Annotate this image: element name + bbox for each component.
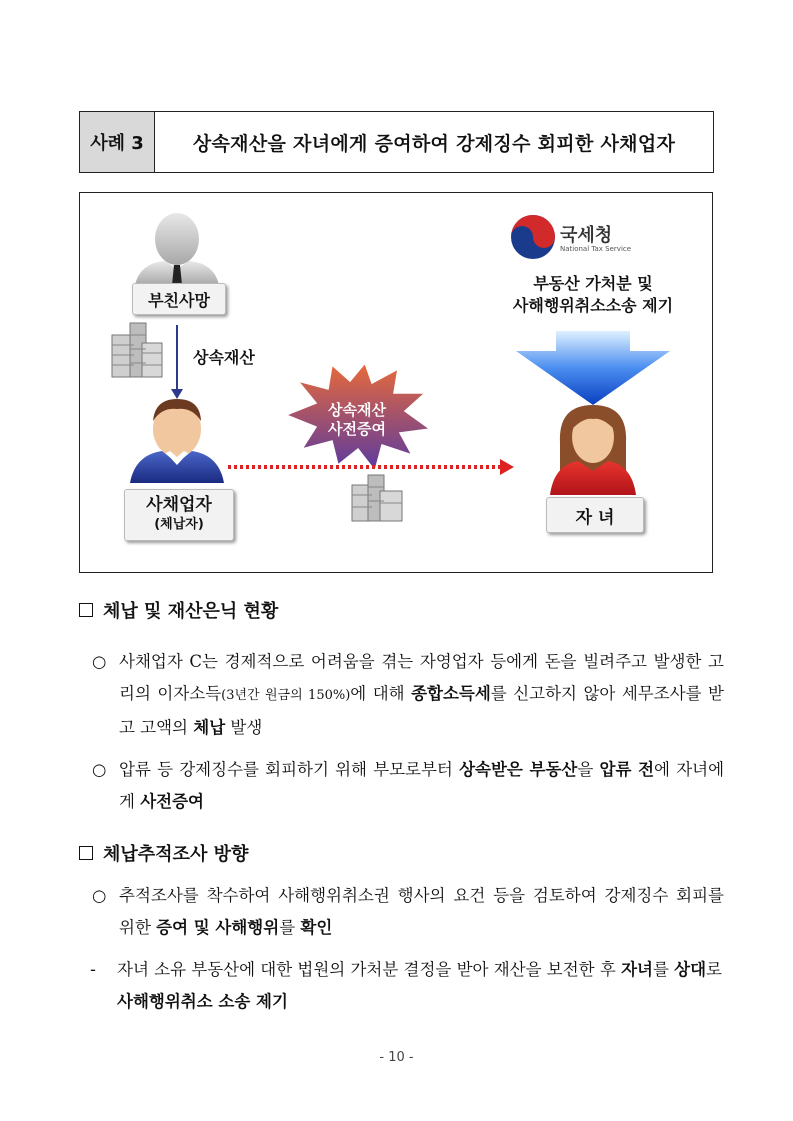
father-figure <box>135 213 219 289</box>
section-2-title: 체납추적조사 방향 <box>103 844 249 865</box>
section-2-item-1 <box>92 880 724 944</box>
text-run: 에 자녀에게 <box>119 760 725 811</box>
text-run: 를 신고하지 않아 세무조사를 받고 고액의 <box>119 684 724 737</box>
nts-name: 국세청 <box>560 225 613 246</box>
bold-run: 상대 <box>674 960 707 979</box>
father-label: 부친사망 <box>132 283 226 315</box>
bold-run: 자녀 <box>621 960 653 979</box>
text-run: 발생 <box>225 718 263 737</box>
inherit-label: 상속재산 <box>193 348 255 367</box>
item-text <box>119 880 724 944</box>
text-run-small: (3년간 원금의 150%) <box>221 688 351 703</box>
section-1-item-2 <box>92 754 724 818</box>
text-run: 을 <box>577 760 600 779</box>
nts-english: National Tax Service <box>560 245 632 253</box>
circle-bullet-icon: ○ <box>92 652 107 671</box>
child-figure <box>550 405 636 495</box>
case-label: 사례 3 <box>80 112 155 172</box>
circle-bullet-icon: ○ <box>92 760 107 779</box>
burst-line-2: 사전증여 <box>328 420 386 438</box>
burst-line-1: 상속재산 <box>328 401 386 419</box>
lender-figure <box>130 399 224 483</box>
section-heading-1 <box>79 597 278 623</box>
lender-label: 사채업자 <box>146 495 212 515</box>
nts-action-line-1: 부동산 가처분 및 <box>533 274 653 293</box>
child-label: 자 녀 <box>546 497 644 533</box>
building-icon <box>112 323 162 377</box>
lender-sublabel: (체납자) <box>154 517 204 532</box>
burst-text <box>312 401 402 439</box>
bold-run: 사전증여 <box>140 792 204 811</box>
nts-action <box>488 273 698 317</box>
dash-bullet-icon: - <box>90 960 96 979</box>
big-down-arrow-icon <box>516 331 670 405</box>
nts-action-line-2: 사해행위취소소송 제기 <box>512 296 674 315</box>
bold-run: 체납 <box>193 718 226 737</box>
checkbox-square-icon <box>79 603 93 617</box>
section-2-item-2 <box>90 954 722 1018</box>
down-arrow-icon <box>171 325 183 399</box>
item-text <box>117 954 722 1018</box>
bold-run: 압류 전 <box>599 760 655 779</box>
page-number: - 10 - <box>379 1050 414 1065</box>
text-run: 로 <box>706 960 722 979</box>
bold-run: 사해행위취소 소송 제기 <box>117 992 288 1011</box>
text-run: 추적조사를 착수하여 사해행위취소권 행사의 요건 등을 검토하여 강제징수 회피를 위한 <box>119 886 724 937</box>
section-1-item-1 <box>92 646 724 744</box>
checkbox-square-icon <box>79 846 93 860</box>
circle-bullet-icon: ○ <box>92 886 107 905</box>
case-diagram <box>79 192 713 573</box>
bold-run: 확인 <box>300 918 333 937</box>
lender-label-box <box>124 489 234 541</box>
text-run: 압류 등 강제징수를 회피하기 위해 부모로부터 <box>119 760 460 779</box>
text-run: 를 <box>652 960 675 979</box>
text-run: 를 <box>279 918 301 937</box>
section-1-title: 체납 및 재산은닉 현황 <box>103 601 279 622</box>
bold-run: 증여 및 사해행위 <box>156 918 280 937</box>
nts-logo-icon <box>511 215 555 259</box>
text-run: 사채업자 C는 경제적으로 어려움을 겪는 자영업자 등에게 돈을 빌려주고 발생한 고리의 이자소득 <box>119 652 724 703</box>
section-heading-2 <box>79 840 248 866</box>
bold-run: 상속받은 부동산 <box>459 760 578 779</box>
case-header <box>79 111 714 173</box>
bold-run: 종합소득세 <box>411 684 491 703</box>
case-title: 상속재산을 자녀에게 증여하여 강제징수 회피한 사채업자 <box>192 132 676 155</box>
item-text <box>119 754 724 818</box>
text-run: 에 대해 <box>350 684 412 703</box>
item-text <box>119 646 724 744</box>
building-icon-center <box>352 475 402 521</box>
text-run: 자녀 소유 부동산에 대한 법원의 가처분 결정을 받아 재산을 보전한 후 <box>117 960 622 979</box>
